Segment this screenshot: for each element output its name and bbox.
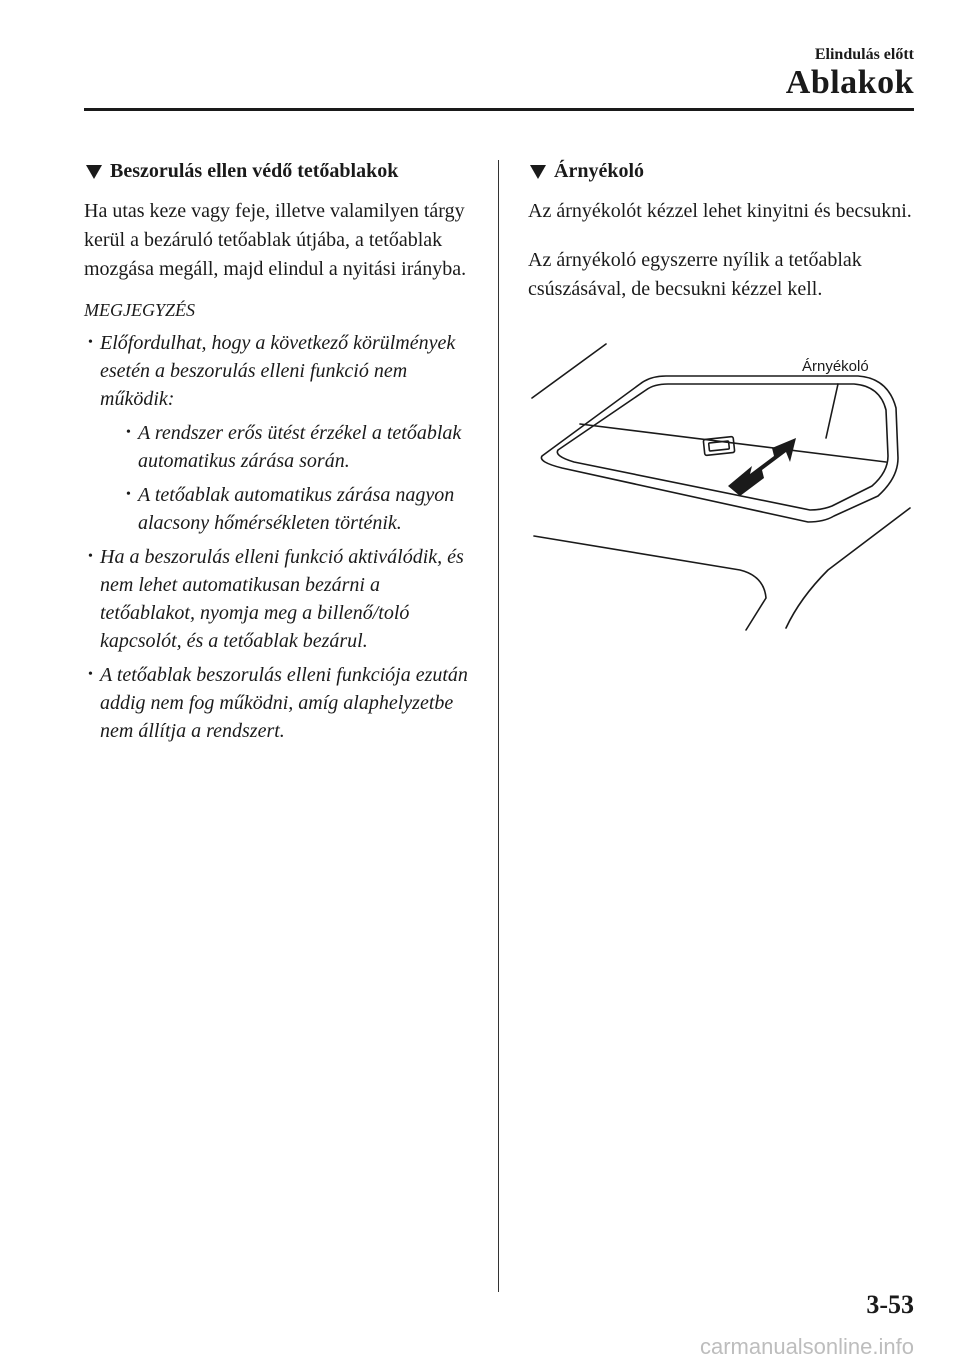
sunshade-illustration: [528, 338, 920, 634]
figure-label-sunshade: Árnyékoló: [802, 358, 869, 375]
note-list: [84, 329, 476, 745]
intro-paragraph: Ha utas keze vagy feje, illetve valamilyen tárgy kerül a bezáruló tetőablak útjába, a tetőablak mozgása megáll, majd elindul a nyitási irányba.: [84, 200, 467, 280]
note-item: • A tetőablak beszorulás elleni funkciója ezután addig nem fog működni, amíg alaphelyzetbe nem állítja a rendszert.: [84, 661, 476, 745]
triangle-marker-icon: [86, 165, 102, 179]
note-subitem: • A tetőablak automatikus zárása nagyon alacsony hőmérsékleten történik.: [122, 481, 476, 537]
header-chapter-title: Ablakok: [785, 64, 914, 101]
right-column: [528, 160, 920, 304]
note-text: Előfordulhat, hogy a következő körülmények esetén a beszorulás elleni funkció nem működik:: [100, 332, 456, 410]
note-item: [84, 329, 476, 537]
header-rule: [84, 108, 914, 111]
note-title: MEGJEGYZÉS: [84, 300, 195, 320]
triangle-marker-icon: [530, 165, 546, 179]
footer-watermark: carmanualsonline.info: [699, 1334, 914, 1359]
column-divider: [498, 160, 499, 1292]
section-heading-sunshade: [528, 160, 920, 183]
note-subitem: • A rendszer erős ütést érzékel a tetőablak automatikus zárása során.: [122, 419, 476, 475]
note-item: • Ha a beszorulás elleni funkció aktiválódik, és nem lehet automatikusan bezárni a tetőablakot, nyomja meg a billenő/toló kapcsolót, és a tetőablak bezárul.: [84, 543, 476, 655]
note-sublist: [100, 419, 476, 537]
section-heading-anti-pinch: [84, 160, 476, 183]
sunroof-drawing: [528, 338, 920, 634]
sunshade-paragraph-1: Az árnyékolót kézzel lehet kinyitni és becsukni.: [528, 200, 912, 222]
left-column: [84, 160, 476, 751]
header-section-title: Elindulás előtt: [814, 46, 914, 63]
heading-text: Árnyékoló: [554, 160, 644, 182]
heading-text: Beszorulás ellen védő tetőablakok: [110, 160, 399, 182]
page-number: 3-53: [866, 1290, 914, 1319]
sunshade-paragraph-2: Az árnyékoló egyszerre nyílik a tetőablak csúszásával, de becsukni kézzel kell.: [528, 249, 862, 300]
